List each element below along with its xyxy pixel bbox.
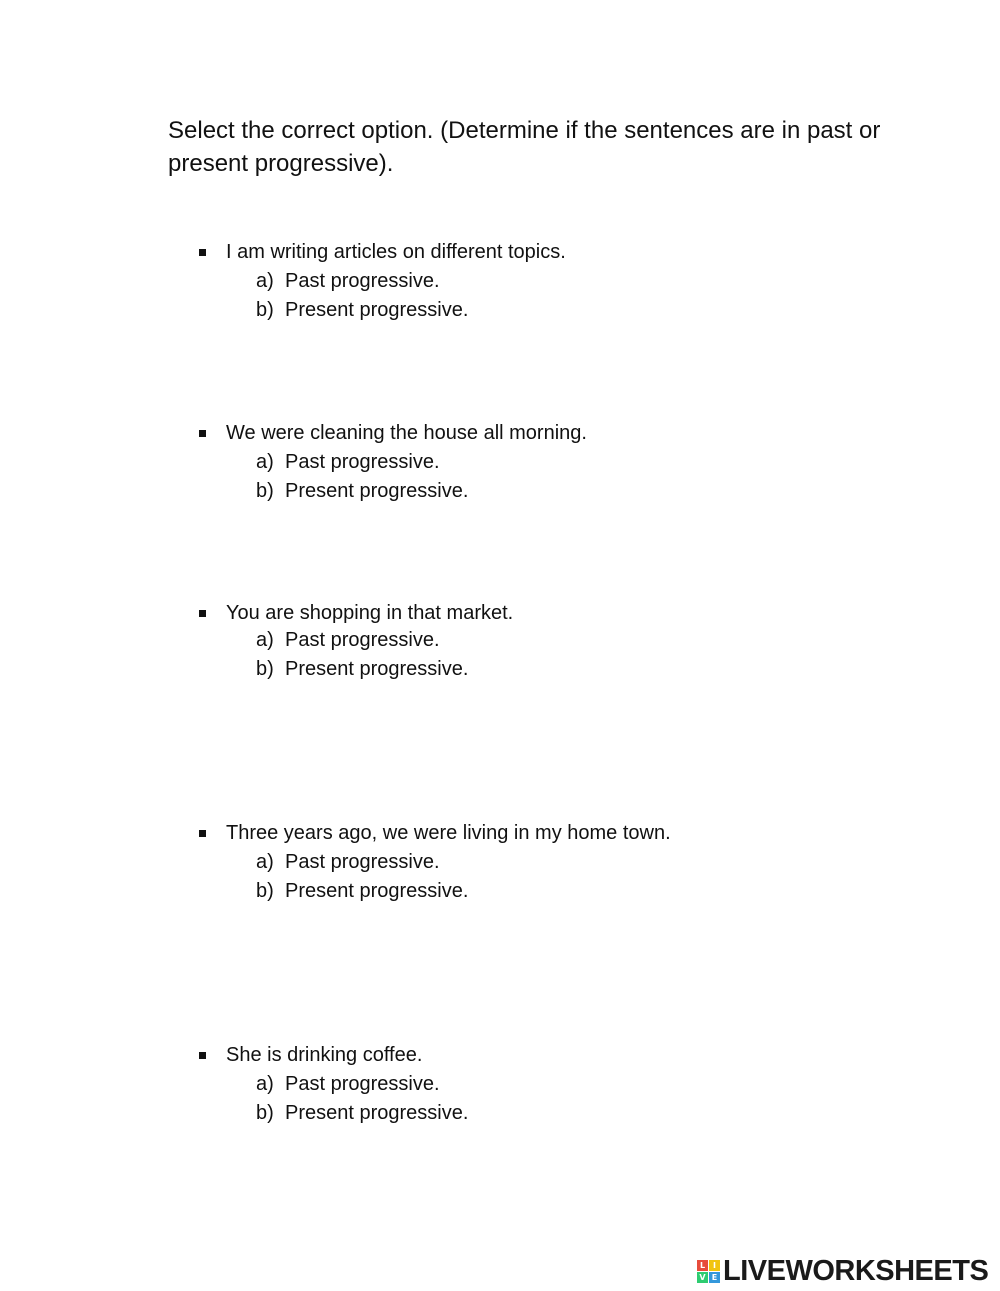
question-text: She is drinking coffee.: [226, 1044, 423, 1066]
option-label: Past progressive.: [285, 629, 440, 651]
square-bullet-icon: [199, 610, 206, 617]
option-a[interactable]: a) Past progressive.: [256, 1073, 440, 1095]
question-text: You are shopping in that market.: [226, 602, 514, 624]
option-a[interactable]: a) Past progressive.: [256, 270, 440, 292]
logo-text: LIVEWORKSHEETS: [723, 1255, 989, 1287]
question-line: [0, 821, 1000, 849]
option-a[interactable]: a) Past progressive.: [256, 851, 440, 873]
option-b[interactable]: b) Present progressive.: [256, 480, 469, 502]
option-label: Past progressive.: [285, 451, 440, 473]
question-line: [0, 421, 1000, 449]
question-text: I am writing articles on different topics.: [226, 241, 566, 263]
option-label: Present progressive.: [285, 880, 469, 902]
option-label: Past progressive.: [285, 1073, 440, 1095]
question-line: [0, 601, 1000, 629]
question-text: We were cleaning the house all morning.: [226, 422, 587, 444]
option-a[interactable]: a) Past progressive.: [256, 629, 440, 651]
square-bullet-icon: [199, 430, 206, 437]
option-label: Present progressive.: [285, 658, 469, 680]
question-text: Three years ago, we were living in my home town.: [226, 822, 671, 844]
logo-squares-icon: [697, 1260, 720, 1283]
option-b[interactable]: b) Present progressive.: [256, 880, 469, 902]
liveworksheets-logo: [697, 1256, 988, 1286]
logo-square-e: E: [709, 1272, 720, 1283]
option-label: Present progressive.: [285, 299, 469, 321]
option-b[interactable]: b) Present progressive.: [256, 658, 469, 680]
option-a[interactable]: a) Past progressive.: [256, 451, 440, 473]
option-b[interactable]: b) Present progressive.: [256, 299, 469, 321]
option-b[interactable]: b) Present progressive.: [256, 1102, 469, 1124]
square-bullet-icon: [199, 1052, 206, 1059]
instructions-text: Select the correct option. (Determine if the sentences are in past or present progressive).: [168, 117, 881, 177]
option-label: Present progressive.: [285, 480, 469, 502]
question-line: [0, 1043, 1000, 1071]
logo-square-v: V: [697, 1272, 708, 1283]
question-line: [0, 240, 1000, 268]
logo-square-l: L: [697, 1260, 708, 1271]
option-label: Present progressive.: [285, 1102, 469, 1124]
square-bullet-icon: [199, 249, 206, 256]
logo-square-i: I: [709, 1260, 720, 1271]
option-label: Past progressive.: [285, 270, 440, 292]
square-bullet-icon: [199, 830, 206, 837]
option-label: Past progressive.: [285, 851, 440, 873]
